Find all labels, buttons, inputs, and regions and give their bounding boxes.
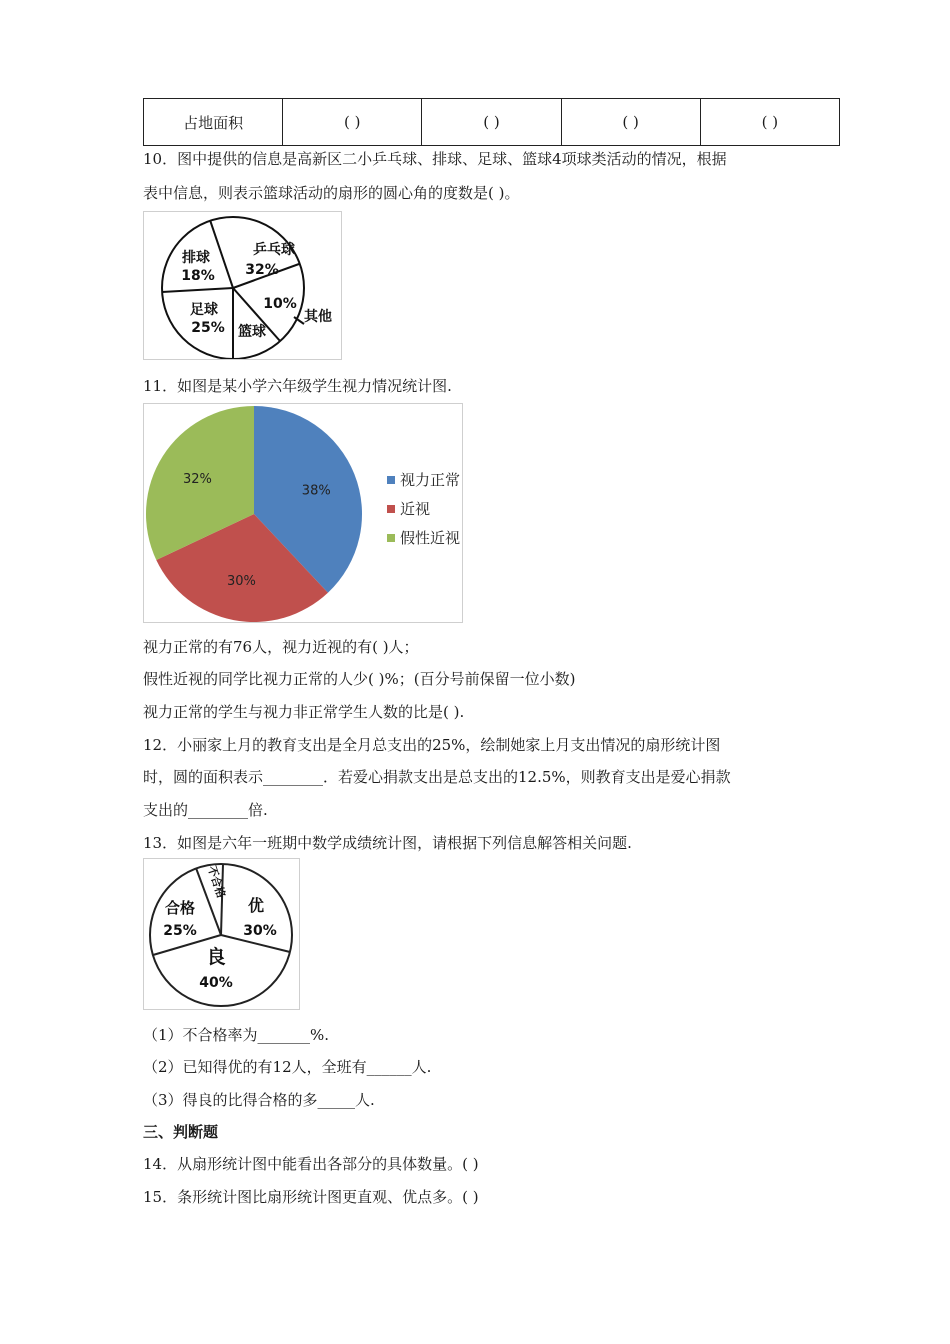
q13-intro: 13．如图是六年一班期中数学成绩统计图，请根据下列信息解答相关问题. bbox=[143, 834, 632, 852]
q12-line1: 12．小丽家上月的教育支出是全月总支出的25%，绘制她家上月支出情况的扇形统计图 bbox=[143, 736, 721, 754]
land-area-table bbox=[143, 98, 840, 146]
other-pct: 10% bbox=[263, 296, 297, 312]
q14-text: 14．从扇形统计图中能看出各部分的具体数量。( ) bbox=[143, 1155, 479, 1173]
q11-intro: 11．如图是某小学六年级学生视力情况统计图. bbox=[143, 377, 452, 395]
ball-sports-pie-figure bbox=[143, 211, 342, 360]
pass-pct: 25% bbox=[163, 923, 197, 939]
q15-text: 15．条形统计图比扇形统计图更直观、优点多。( ) bbox=[143, 1188, 479, 1206]
volleyball-pct: 18% bbox=[181, 268, 215, 284]
row-label: 占地面积 bbox=[144, 99, 283, 146]
basketball-label: 篮球 bbox=[238, 324, 266, 340]
legend-label: 假性近视 bbox=[400, 529, 461, 547]
ball-pie-divider bbox=[162, 288, 233, 292]
legend-swatch bbox=[387, 505, 395, 513]
legend-swatch bbox=[387, 534, 395, 542]
q10-line1: 10．图中提供的信息是高新区二小乒乓球、排球、足球、篮球4项球类活动的情况，根据 bbox=[143, 150, 727, 168]
answer-blank: ( ) bbox=[422, 99, 561, 146]
answer-blank: ( ) bbox=[561, 99, 700, 146]
legend-label: 近视 bbox=[400, 500, 431, 518]
vision-pie-chart bbox=[143, 403, 463, 623]
table-row bbox=[144, 99, 840, 146]
answer-blank: ( ) bbox=[283, 99, 422, 146]
football-pct: 25% bbox=[191, 320, 225, 336]
pingpong-label: 乒乓球 bbox=[253, 242, 295, 258]
other-label: 其他 bbox=[304, 309, 332, 325]
fail-label: 不合格 bbox=[205, 864, 228, 900]
volleyball-label: 排球 bbox=[182, 250, 210, 266]
good-pct: 40% bbox=[199, 975, 233, 991]
answer-blank: ( ) bbox=[700, 99, 839, 146]
q13-sub2: （2）已知得优的有12人，全班有______人. bbox=[143, 1058, 432, 1076]
good-label: 良 bbox=[206, 946, 226, 968]
q13-sub1: （1）不合格率为_______%. bbox=[143, 1026, 330, 1044]
q11-line2: 假性近视的同学比视力正常的人少( )%；(百分号前保留一位小数) bbox=[143, 670, 576, 688]
pingpong-pct: 32% bbox=[245, 262, 279, 278]
q13-sub3: （3）得良的比得合格的多_____人. bbox=[143, 1091, 375, 1109]
q12-line3: 支出的________倍. bbox=[143, 801, 268, 819]
excellent-label: 优 bbox=[247, 896, 265, 915]
legend-label: 视力正常 bbox=[400, 471, 461, 489]
pie-data-label: 32% bbox=[183, 472, 212, 488]
pass-label: 合格 bbox=[164, 899, 196, 917]
math-score-pie-figure bbox=[143, 858, 300, 1010]
legend-swatch bbox=[387, 476, 395, 484]
section3-title: 三、判断题 bbox=[143, 1123, 219, 1141]
q10-line2: 表中信息，则表示篮球活动的扇形的圆心角的度数是( )。 bbox=[143, 184, 520, 202]
pie-data-label: 38% bbox=[301, 483, 331, 499]
q11-line3: 视力正常的学生与视力非正常学生人数的比是( ). bbox=[143, 703, 465, 721]
pie-data-label: 30% bbox=[226, 573, 256, 589]
excellent-pct: 30% bbox=[243, 923, 277, 939]
q12-line2: 时，圆的面积表示________．若爱心捐款支出是总支出的12.5%，则教育支出是爱心捐款 bbox=[143, 768, 731, 786]
football-label: 足球 bbox=[190, 302, 218, 318]
q11-line1: 视力正常的有76人，视力近视的有( )人； bbox=[143, 638, 419, 656]
